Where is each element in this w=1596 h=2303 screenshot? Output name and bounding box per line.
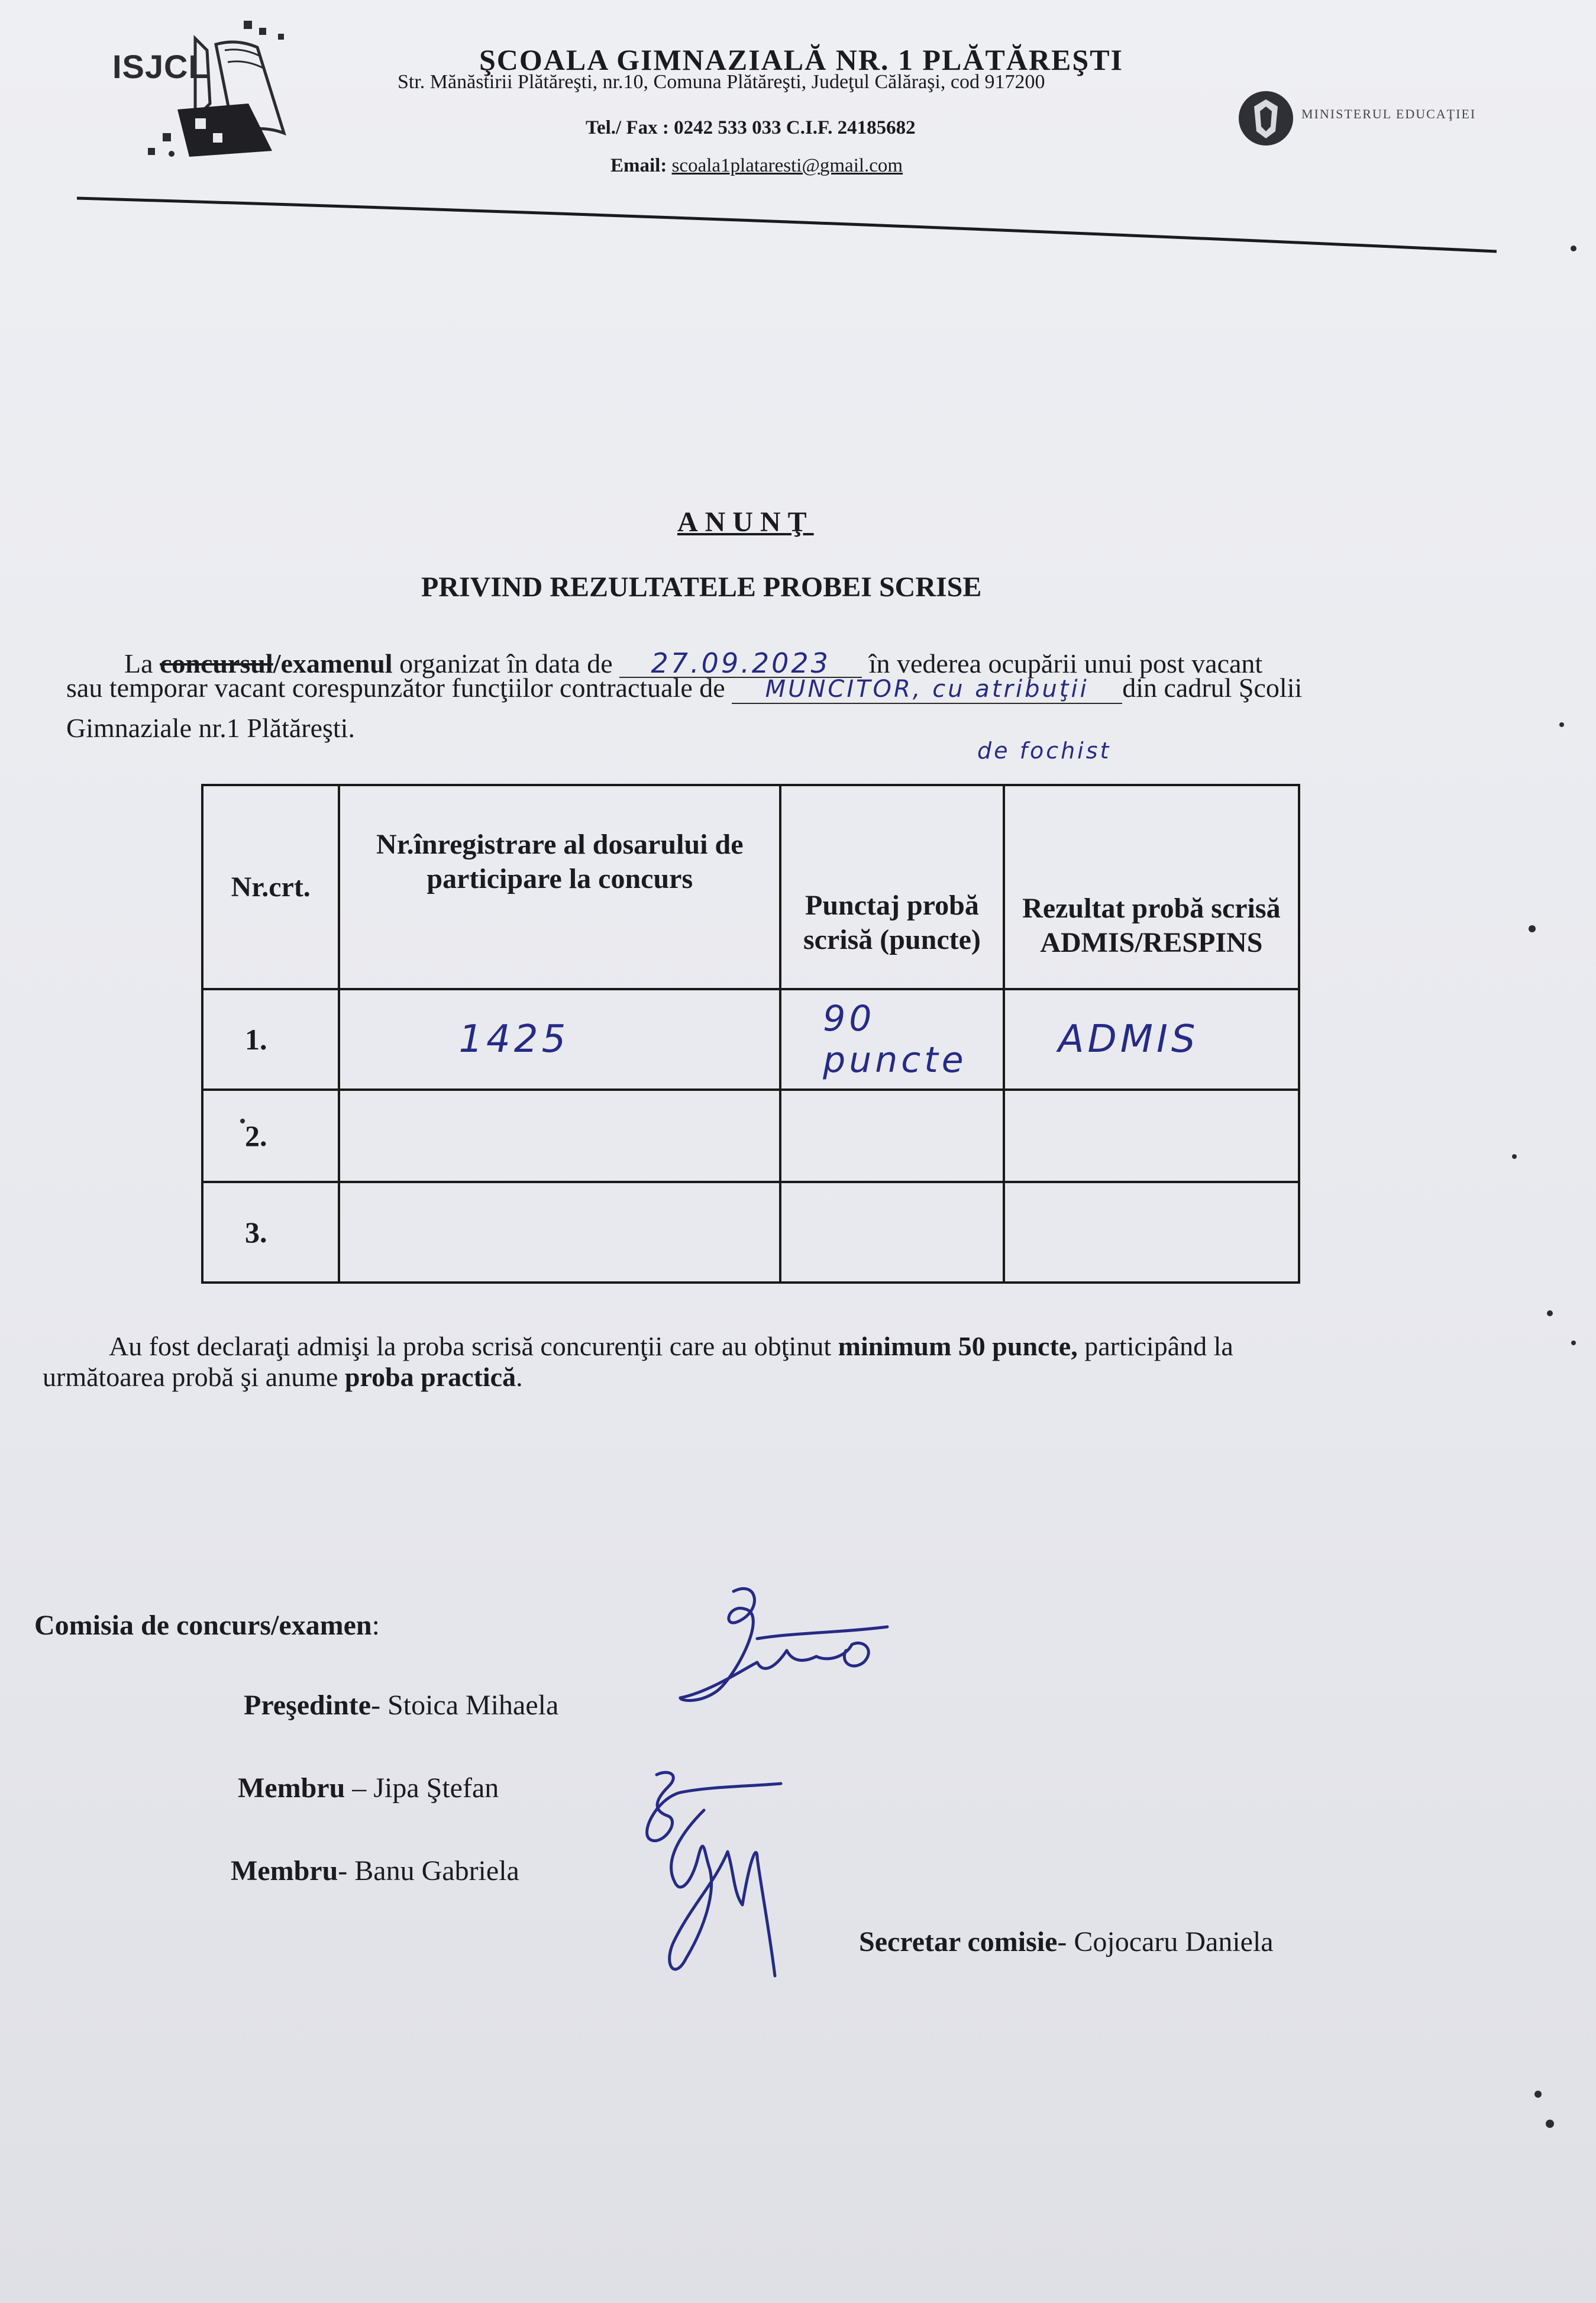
note-text: următoarea probă şi anume — [43, 1362, 345, 1392]
intro-text: organizat în data de — [392, 648, 620, 679]
member1-role: Membru — [238, 1772, 345, 1804]
header-punctaj: Punctaj probă scrisă (puncte) — [780, 785, 1004, 989]
row-nr: 1. — [202, 989, 339, 1090]
school-name: ŞCOALA GIMNAZIALĂ NR. 1 PLĂTĂREŞTI — [479, 43, 1123, 76]
commission-title — [34, 1609, 380, 1642]
isjcl-logo — [106, 15, 308, 169]
email-value — [672, 155, 903, 176]
row-rezultat: ADMIS — [1004, 989, 1299, 1090]
row-punctaj: 90 puncte — [780, 989, 1004, 1090]
signature-president — [680, 1588, 887, 1700]
school-email — [610, 155, 903, 177]
commission-colon: : — [371, 1610, 380, 1641]
table-row — [202, 1182, 1299, 1283]
page-subtitle: PRIVIND REZULTATELE PROBEI SCRISE — [421, 571, 982, 603]
signature-member-1 — [647, 1772, 781, 1841]
note-text: participând la — [1077, 1331, 1233, 1361]
row-punctaj — [780, 1182, 1004, 1283]
coat-of-arms-icon — [1236, 89, 1295, 148]
email-at: @ — [802, 155, 820, 176]
header-rezultat: Rezultat probă scrisă ADMIS/RESPINS — [1004, 785, 1299, 989]
intro-bold: /examenul — [273, 648, 393, 679]
header-dosar: Nr.înregistrare al dosarului de participare la concurs — [339, 785, 780, 989]
signature-member-2 — [670, 1810, 775, 1976]
note-bold: minimum 50 puncte, — [838, 1331, 1078, 1361]
ministry-name: MINISTERUL EDUCAŢIEI — [1301, 106, 1477, 121]
secretary-role: Secretar comisie — [859, 1926, 1058, 1958]
struck-word: concursul — [160, 648, 273, 679]
table-row — [202, 1090, 1299, 1182]
note-text: Au fost declaraţi admişi la proba scrisă concurenţii care au obţinut — [109, 1331, 838, 1361]
note-line-2 — [43, 1362, 1233, 1393]
member2-role: Membru — [231, 1855, 338, 1887]
isjcl-logo-graphic — [106, 15, 308, 169]
page-title: ANUNŢ — [677, 506, 814, 538]
intro-line-3: Gimnaziale nr.1 Plătăreşti. — [66, 713, 355, 743]
isjcl-logo-text: ISJCL — [112, 48, 209, 85]
row-dosar: 1425 — [339, 989, 780, 1090]
row-dosar — [339, 1090, 780, 1182]
admission-note — [43, 1331, 1233, 1393]
row-rezultat — [1004, 1182, 1299, 1283]
results-table — [201, 784, 1300, 1284]
row-nr: 3. — [202, 1182, 339, 1283]
intro-text: sau temporar vacant corespunzător funcţiilor contractuale de — [66, 673, 732, 703]
school-tel-fax: Tel./ Fax : 0242 533 033 C.I.F. 24185682 — [586, 117, 916, 138]
job-function-continued: de fochist — [977, 738, 1112, 764]
note-text: . — [516, 1362, 523, 1392]
exam-date: 27.09.2023 — [619, 650, 862, 678]
header-nr-crt: Nr.crt. — [202, 785, 339, 989]
commission-title-text: Comisia de concurs/examen — [34, 1610, 372, 1641]
member1-name: – Jipa Ştefan — [345, 1772, 499, 1804]
president — [244, 1689, 558, 1721]
school-address: Str. Mănăstirii Plătăreşti, nr.10, Comuna Plătăreşti, Judeţul Călăraşi, cod 917200 — [398, 71, 1045, 93]
president-name: - Stoica Mihaela — [371, 1690, 559, 1721]
member-2 — [231, 1855, 519, 1887]
note-bold: proba practică — [344, 1362, 516, 1392]
president-role: Preşedinte — [244, 1690, 371, 1721]
job-function: MUNCITOR, cu atribuţii — [732, 676, 1122, 704]
ministry-logo — [1236, 89, 1544, 148]
row-nr: 2. — [202, 1090, 339, 1182]
member-1 — [238, 1772, 499, 1804]
intro-line-2 — [66, 674, 1302, 704]
member2-name: - Banu Gabriela — [338, 1855, 519, 1887]
intro-text: din cadrul Şcolii — [1122, 673, 1303, 703]
intro-text: La — [124, 648, 160, 679]
intro-text: în vederea ocupării unui post vacant — [862, 648, 1263, 679]
note-line-1 — [43, 1331, 1233, 1362]
email-domain: gmail.com — [819, 155, 903, 176]
email-local: scoala1plataresti — [671, 155, 802, 176]
signatures — [615, 1574, 923, 1988]
row-dosar — [339, 1182, 780, 1283]
email-label: Email: — [610, 155, 667, 176]
row-rezultat — [1004, 1090, 1299, 1182]
table-row — [202, 989, 1299, 1090]
row-punctaj — [780, 1090, 1004, 1182]
header-divider — [77, 195, 1497, 260]
secretary-name: - Cojocaru Daniela — [1057, 1926, 1274, 1958]
